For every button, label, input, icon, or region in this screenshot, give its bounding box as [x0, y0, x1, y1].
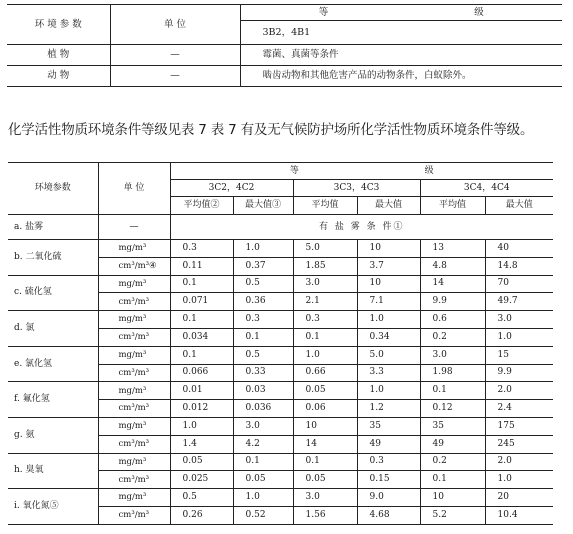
value-cell: 0.1	[170, 311, 233, 329]
value-cell: 49.7	[485, 293, 553, 311]
row-param: 植 物	[7, 45, 110, 66]
value-cell: 0.1	[293, 453, 357, 471]
value-cell: 15	[485, 346, 553, 364]
value-cell: 49	[357, 435, 420, 453]
value-cell: 1.0	[233, 240, 293, 258]
value-cell: 1.56	[293, 506, 357, 524]
param-cell: h. 臭氧	[8, 453, 98, 489]
value-cell: 0.066	[170, 364, 233, 382]
value-cell: 2.1	[293, 293, 357, 311]
table-row	[8, 275, 553, 293]
row-value: 霉菌、真菌等条件	[240, 45, 562, 66]
subheader: 平均值	[420, 197, 485, 215]
value-cell: 0.012	[170, 400, 233, 418]
value-cell: 0.5	[233, 346, 293, 364]
group-header: 3C2，4C2	[170, 180, 293, 197]
value-cell: 0.5	[233, 275, 293, 293]
value-cell: 4.2	[233, 435, 293, 453]
salt-unit: —	[98, 215, 170, 240]
value-cell: 5.0	[357, 346, 420, 364]
header-unit: 单 位	[110, 5, 240, 45]
value-cell: 1.0	[485, 471, 553, 489]
value-cell: 14	[293, 435, 357, 453]
value-cell: 3.0	[233, 417, 293, 435]
unit-cell: cm³/m³④	[98, 257, 170, 275]
value-cell: 0.1	[170, 346, 233, 364]
value-cell: 245	[485, 435, 553, 453]
value-cell: 20	[485, 489, 553, 507]
value-cell: 0.05	[293, 471, 357, 489]
value-cell: 2.0	[485, 453, 553, 471]
unit-cell: mg/m³	[98, 311, 170, 329]
value-cell: 35	[420, 417, 485, 435]
value-cell: 0.2	[420, 328, 485, 346]
value-cell: 2.0	[485, 382, 553, 400]
row-unit: —	[110, 66, 240, 87]
value-cell: 3.3	[357, 364, 420, 382]
value-cell: 0.3	[293, 311, 357, 329]
value-cell: 3.0	[293, 489, 357, 507]
unit-cell: cm³/m³	[98, 400, 170, 418]
value-cell: 0.2	[420, 453, 485, 471]
value-cell: 2.4	[485, 400, 553, 418]
paragraph: 化学活性物质环境条件等级见表 7 表 7 有及无气候防护场所化学活性物质环境条件等级。	[8, 122, 534, 138]
header-param: 环 境 参 数	[7, 5, 110, 45]
value-cell: 0.05	[170, 453, 233, 471]
value-cell: 10.4	[485, 506, 553, 524]
value-cell: 3.0	[420, 346, 485, 364]
param-cell: f. 氟化氢	[8, 382, 98, 418]
main-header-grade-b: 级	[424, 165, 434, 176]
value-cell: 3.7	[357, 257, 420, 275]
value-cell: 0.071	[170, 293, 233, 311]
value-cell: 0.1	[420, 382, 485, 400]
value-cell: 7.1	[357, 293, 420, 311]
value-cell: 1.85	[293, 257, 357, 275]
value-cell: 10	[357, 240, 420, 258]
unit-cell: cm³/m³	[98, 435, 170, 453]
subheader: 平均值②	[170, 197, 233, 215]
sub-grade: 3B2，4B1	[240, 21, 562, 45]
group-header: 3C4，4C4	[420, 180, 553, 197]
header-grade-b: 级	[474, 6, 484, 18]
unit-cell: mg/m³	[98, 453, 170, 471]
value-cell: 0.05	[293, 382, 357, 400]
value-cell: 40	[485, 240, 553, 258]
value-cell: 1.98	[420, 364, 485, 382]
value-cell: 0.03	[233, 382, 293, 400]
param-cell: d. 氯	[8, 311, 98, 347]
value-cell: 0.1	[293, 328, 357, 346]
value-cell: 10	[293, 417, 357, 435]
value-cell: 0.3	[233, 311, 293, 329]
row-param: 动 物	[7, 66, 110, 87]
value-cell: 13	[420, 240, 485, 258]
value-cell: 0.33	[233, 364, 293, 382]
param-cell: c. 硫化氢	[8, 275, 98, 311]
unit-cell: cm³/m³	[98, 471, 170, 489]
unit-cell: cm³/m³	[98, 293, 170, 311]
value-cell: 0.36	[233, 293, 293, 311]
main-header-grade	[170, 163, 553, 180]
value-cell: 0.05	[233, 471, 293, 489]
table-row	[8, 382, 553, 400]
value-cell: 0.1	[233, 328, 293, 346]
unit-cell: cm³/m³	[98, 328, 170, 346]
salt-value: 有 盐 雾 条 件①	[170, 215, 553, 240]
value-cell: 0.3	[170, 240, 233, 258]
row-unit: —	[110, 45, 240, 66]
value-cell: 1.0	[357, 382, 420, 400]
value-cell: 0.1	[233, 453, 293, 471]
value-cell: 1.0	[233, 489, 293, 507]
table-row	[8, 417, 553, 435]
table-row	[8, 346, 553, 364]
value-cell: 0.34	[357, 328, 420, 346]
value-cell: 1.2	[357, 400, 420, 418]
param-cell: g. 氨	[8, 417, 98, 453]
unit-cell: mg/m³	[98, 240, 170, 258]
value-cell: 0.025	[170, 471, 233, 489]
value-cell: 0.3	[357, 453, 420, 471]
subheader: 最大值	[357, 197, 420, 215]
subheader: 最大值	[485, 197, 553, 215]
value-cell: 10	[420, 489, 485, 507]
value-cell: 0.01	[170, 382, 233, 400]
value-cell: 0.1	[170, 275, 233, 293]
value-cell: 0.5	[170, 489, 233, 507]
value-cell: 3.0	[485, 311, 553, 329]
group-header: 3C3，4C3	[293, 180, 420, 197]
value-cell: 1.0	[170, 417, 233, 435]
unit-cell: mg/m³	[98, 382, 170, 400]
param-cell: i. 氧化氮⑤	[8, 489, 98, 525]
value-cell: 14	[420, 275, 485, 293]
value-cell: 49	[420, 435, 485, 453]
unit-cell: cm³/m³	[98, 506, 170, 524]
unit-cell: mg/m³	[98, 275, 170, 293]
top-table	[7, 4, 562, 87]
unit-cell: mg/m³	[98, 489, 170, 507]
value-cell: 14.8	[485, 257, 553, 275]
table-row	[8, 489, 553, 507]
param-cell: e. 氯化氢	[8, 346, 98, 382]
value-cell: 9.9	[485, 364, 553, 382]
header-grade-a: 等	[318, 6, 329, 18]
subheader: 最大值③	[233, 197, 293, 215]
value-cell: 3.0	[293, 275, 357, 293]
value-cell: 1.0	[357, 311, 420, 329]
unit-cell: mg/m³	[98, 346, 170, 364]
value-cell: 5.2	[420, 506, 485, 524]
value-cell: 175	[485, 417, 553, 435]
value-cell: 0.11	[170, 257, 233, 275]
value-cell: 0.26	[170, 506, 233, 524]
value-cell: 70	[485, 275, 553, 293]
header-grade	[240, 5, 562, 21]
value-cell: 0.6	[420, 311, 485, 329]
main-table	[8, 162, 553, 525]
unit-cell: cm³/m³	[98, 364, 170, 382]
main-header-param: 环境参数	[8, 163, 98, 215]
value-cell: 0.66	[293, 364, 357, 382]
value-cell: 4.8	[420, 257, 485, 275]
value-cell: 5.0	[293, 240, 357, 258]
value-cell: 0.52	[233, 506, 293, 524]
value-cell: 1.0	[293, 346, 357, 364]
value-cell: 9.0	[357, 489, 420, 507]
value-cell: 4.68	[357, 506, 420, 524]
value-cell: 10	[357, 275, 420, 293]
value-cell: 0.034	[170, 328, 233, 346]
value-cell: 0.15	[357, 471, 420, 489]
value-cell: 1.4	[170, 435, 233, 453]
subheader: 平均值	[293, 197, 357, 215]
table-row	[8, 311, 553, 329]
salt-param: a. 盐雾	[8, 215, 98, 240]
row-value: 啮齿动物和其他危害产品的动物条件，白蚁除外。	[240, 66, 562, 87]
param-cell: b. 二氧化硫	[8, 240, 98, 276]
table-row	[8, 240, 553, 258]
value-cell: 0.036	[233, 400, 293, 418]
main-header-unit: 单 位	[98, 163, 170, 215]
main-header-grade-a: 等	[289, 165, 299, 176]
value-cell: 9.9	[420, 293, 485, 311]
value-cell: 35	[357, 417, 420, 435]
value-cell: 0.37	[233, 257, 293, 275]
value-cell: 0.06	[293, 400, 357, 418]
value-cell: 0.1	[420, 471, 485, 489]
value-cell: 1.0	[485, 328, 553, 346]
value-cell: 0.12	[420, 400, 485, 418]
table-row	[8, 453, 553, 471]
unit-cell: mg/m³	[98, 417, 170, 435]
